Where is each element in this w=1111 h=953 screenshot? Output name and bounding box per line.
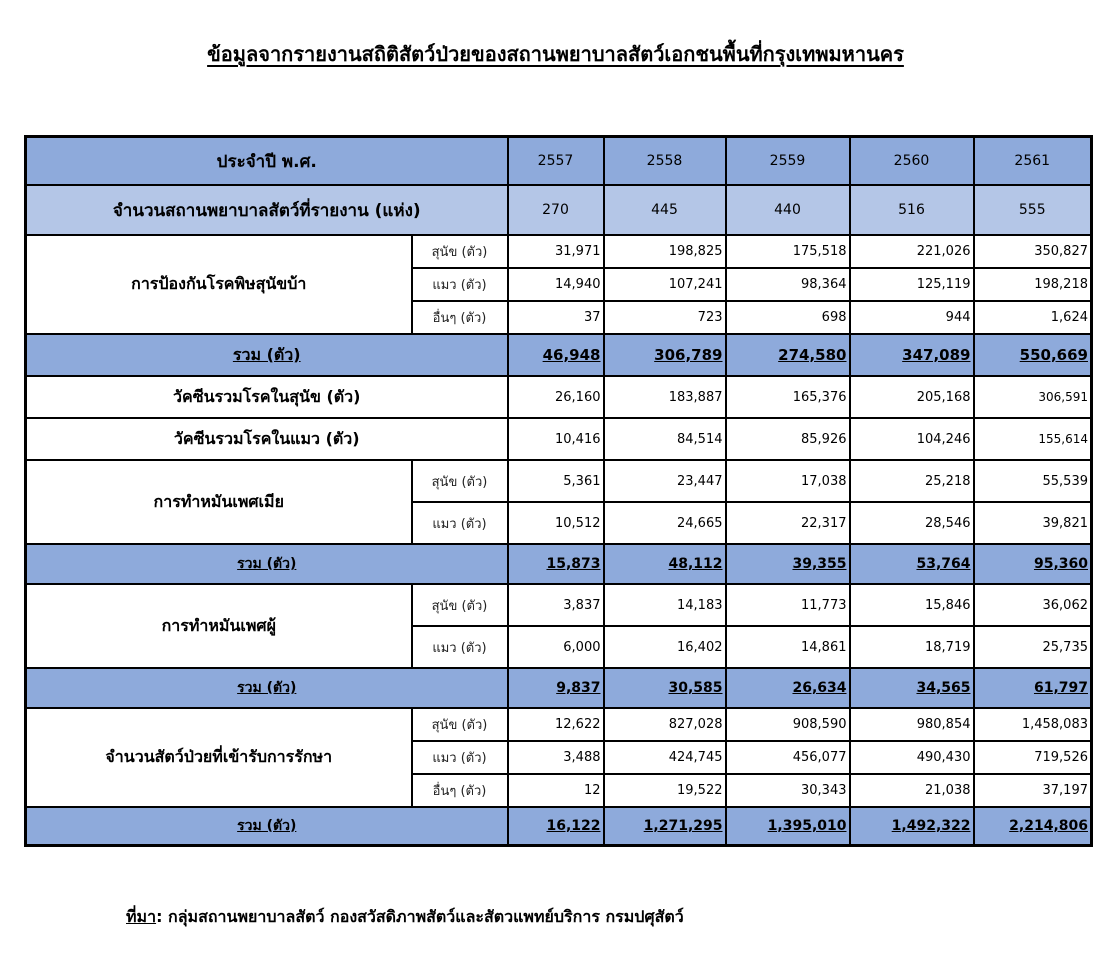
value-cell: 23,447 [604, 460, 726, 502]
value-cell: 306,591 [974, 376, 1092, 418]
total-cell: 39,355 [726, 544, 850, 584]
hospitals-cell: 270 [508, 185, 604, 235]
total-cell: 16,122 [508, 807, 604, 845]
value-cell: 26,160 [508, 376, 604, 418]
value-cell: 39,821 [974, 502, 1092, 544]
rabies-section-label: การป้องกันโรคพิษสุนัขบ้า [26, 235, 412, 334]
sub-label: สุนัข (ตัว) [412, 235, 508, 268]
value-cell: 98,364 [726, 268, 850, 301]
value-cell: 11,773 [726, 584, 850, 626]
value-cell: 85,926 [726, 418, 850, 460]
total-cell: 48,112 [604, 544, 726, 584]
year-cell: 2560 [850, 137, 974, 186]
value-cell: 24,665 [604, 502, 726, 544]
value-cell: 944 [850, 301, 974, 334]
value-cell: 980,854 [850, 708, 974, 741]
total-cell: 30,585 [604, 668, 726, 708]
hospitals-cell: 445 [604, 185, 726, 235]
neuter-row-dog [26, 584, 1092, 626]
sub-label: อื่นๆ (ตัว) [412, 774, 508, 807]
total-cell: 2,214,806 [974, 807, 1092, 845]
value-cell: 104,246 [850, 418, 974, 460]
value-cell: 17,038 [726, 460, 850, 502]
sub-label: สุนัข (ตัว) [412, 708, 508, 741]
rabies-row-dog [26, 235, 1092, 268]
value-cell: 37,197 [974, 774, 1092, 807]
patients-row-dog [26, 708, 1092, 741]
value-cell: 18,719 [850, 626, 974, 668]
value-cell: 175,518 [726, 235, 850, 268]
source-label: ที่มา [126, 907, 157, 926]
total-label: รวม (ตัว) [26, 807, 508, 845]
total-cell: 15,873 [508, 544, 604, 584]
value-cell: 183,887 [604, 376, 726, 418]
year-cell: 2558 [604, 137, 726, 186]
value-cell: 22,317 [726, 502, 850, 544]
total-cell: 1,271,295 [604, 807, 726, 845]
rabies-total-row [26, 334, 1092, 376]
total-cell: 61,797 [974, 668, 1092, 708]
total-cell: 1,492,322 [850, 807, 974, 845]
hospitals-row [26, 185, 1092, 235]
value-cell: 12 [508, 774, 604, 807]
total-cell: 53,764 [850, 544, 974, 584]
sub-label: สุนัข (ตัว) [412, 460, 508, 502]
source-note [126, 905, 684, 930]
sub-label: แมว (ตัว) [412, 268, 508, 301]
value-cell: 6,000 [508, 626, 604, 668]
year-cell: 2561 [974, 137, 1092, 186]
hospitals-cell: 555 [974, 185, 1092, 235]
value-cell: 15,846 [850, 584, 974, 626]
hospitals-cell: 516 [850, 185, 974, 235]
value-cell: 125,119 [850, 268, 974, 301]
total-cell: 34,565 [850, 668, 974, 708]
statistics-table [24, 135, 1093, 847]
value-cell: 14,183 [604, 584, 726, 626]
patients-total-row [26, 807, 1092, 845]
value-cell: 155,614 [974, 418, 1092, 460]
dog-vaccine-row [26, 376, 1092, 418]
value-cell: 25,735 [974, 626, 1092, 668]
value-cell: 908,590 [726, 708, 850, 741]
total-cell: 1,395,010 [726, 807, 850, 845]
dog-vaccine-label: วัคซีนรวมโรคในสุนัข (ตัว) [26, 376, 508, 418]
cat-vaccine-row [26, 418, 1092, 460]
value-cell: 456,077 [726, 741, 850, 774]
cat-vaccine-label: วัคซีนรวมโรคในแมว (ตัว) [26, 418, 508, 460]
total-cell: 347,089 [850, 334, 974, 376]
total-cell: 274,580 [726, 334, 850, 376]
page-title: ข้อมูลจากรายงานสถิติสัตว์ป่วยของสถานพยาบาลสัตว์เอกชนพื้นที่กรุงเทพมหานคร [207, 42, 904, 66]
spay-section-label: การทำหมันเพศเมีย [26, 460, 412, 544]
value-cell: 198,825 [604, 235, 726, 268]
value-cell: 30,343 [726, 774, 850, 807]
value-cell: 84,514 [604, 418, 726, 460]
total-cell: 306,789 [604, 334, 726, 376]
spay-total-row [26, 544, 1092, 584]
value-cell: 16,402 [604, 626, 726, 668]
value-cell: 5,361 [508, 460, 604, 502]
value-cell: 19,522 [604, 774, 726, 807]
value-cell: 12,622 [508, 708, 604, 741]
value-cell: 827,028 [604, 708, 726, 741]
value-cell: 55,539 [974, 460, 1092, 502]
year-header-row [26, 137, 1092, 186]
value-cell: 10,416 [508, 418, 604, 460]
neuter-total-row [26, 668, 1092, 708]
value-cell: 350,827 [974, 235, 1092, 268]
year-cell: 2559 [726, 137, 850, 186]
spay-row-dog [26, 460, 1092, 502]
neuter-section-label: การทำหมันเพศผู้ [26, 584, 412, 668]
value-cell: 198,218 [974, 268, 1092, 301]
value-cell: 3,837 [508, 584, 604, 626]
value-cell: 698 [726, 301, 850, 334]
value-cell: 25,218 [850, 460, 974, 502]
value-cell: 719,526 [974, 741, 1092, 774]
sub-label: แมว (ตัว) [412, 626, 508, 668]
value-cell: 221,026 [850, 235, 974, 268]
value-cell: 28,546 [850, 502, 974, 544]
value-cell: 723 [604, 301, 726, 334]
year-label: ประจำปี พ.ศ. [26, 137, 508, 186]
total-cell: 46,948 [508, 334, 604, 376]
total-cell: 95,360 [974, 544, 1092, 584]
value-cell: 107,241 [604, 268, 726, 301]
value-cell: 205,168 [850, 376, 974, 418]
total-cell: 550,669 [974, 334, 1092, 376]
value-cell: 3,488 [508, 741, 604, 774]
total-label: รวม (ตัว) [26, 668, 508, 708]
value-cell: 1,624 [974, 301, 1092, 334]
total-cell: 26,634 [726, 668, 850, 708]
value-cell: 21,038 [850, 774, 974, 807]
value-cell: 490,430 [850, 741, 974, 774]
value-cell: 1,458,083 [974, 708, 1092, 741]
value-cell: 36,062 [974, 584, 1092, 626]
value-cell: 165,376 [726, 376, 850, 418]
source-text: : กลุ่มสถานพยาบาลสัตว์ กองสวัสดิภาพสัตว์และสัตวแพทย์บริการ กรมปศุสัตว์ [156, 907, 684, 926]
hospitals-cell: 440 [726, 185, 850, 235]
total-label: รวม (ตัว) [26, 544, 508, 584]
value-cell: 37 [508, 301, 604, 334]
hospitals-label: จำนวนสถานพยาบาลสัตว์ที่รายงาน (แห่ง) [26, 185, 508, 235]
total-cell: 9,837 [508, 668, 604, 708]
sub-label: อื่นๆ (ตัว) [412, 301, 508, 334]
value-cell: 14,940 [508, 268, 604, 301]
value-cell: 31,971 [508, 235, 604, 268]
sub-label: แมว (ตัว) [412, 502, 508, 544]
value-cell: 424,745 [604, 741, 726, 774]
sub-label: สุนัข (ตัว) [412, 584, 508, 626]
value-cell: 14,861 [726, 626, 850, 668]
year-cell: 2557 [508, 137, 604, 186]
total-label: รวม (ตัว) [26, 334, 508, 376]
value-cell: 10,512 [508, 502, 604, 544]
sub-label: แมว (ตัว) [412, 741, 508, 774]
patients-section-label: จำนวนสัตว์ป่วยที่เข้ารับการรักษา [26, 708, 412, 807]
